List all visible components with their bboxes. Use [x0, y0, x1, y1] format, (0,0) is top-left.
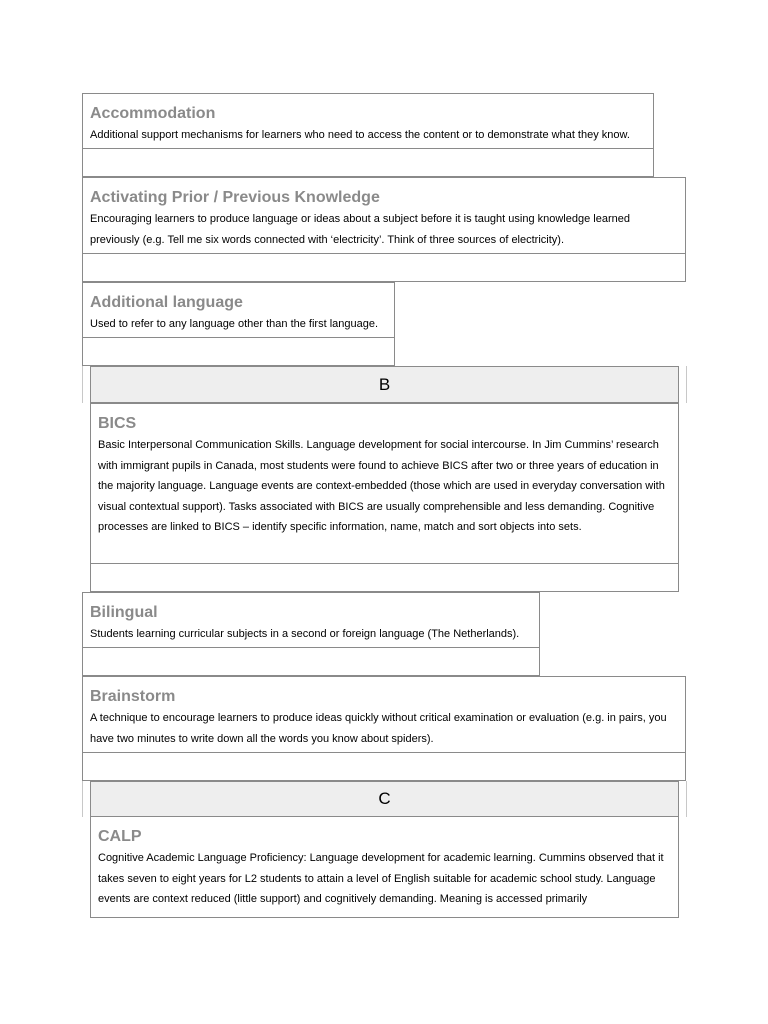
glossary-entry-bilingual: [82, 592, 540, 676]
entry-definition: Additional support mechanisms for learners who need to access the content or to demonstrate what they know.: [90, 129, 630, 141]
entry-term: Brainstorm: [90, 688, 176, 705]
glossary-entry-bics: [90, 403, 679, 592]
section-letter: B: [378, 375, 391, 394]
section-header-c: [90, 781, 679, 817]
entry-definition: A technique to encourage learners to produce ideas quickly without critical examination or evaluation (e.g. in pairs, you have two minutes to write down all the words you know about spiders).: [90, 712, 667, 745]
section-header-b: [90, 366, 679, 403]
entry-term: Bilingual: [90, 604, 158, 621]
entry-empty-row: [83, 148, 653, 176]
entry-empty-row: [83, 647, 539, 675]
entry-empty-row: [83, 752, 685, 780]
entry-definition: Students learning curricular subjects in a second or foreign language (The Netherlands).: [90, 628, 520, 640]
entry-term: BICS: [98, 415, 137, 432]
section-edge-c-left: [82, 781, 83, 817]
entry-term: Accommodation: [90, 105, 216, 122]
entry-empty-row: [91, 563, 678, 591]
entry-term: Additional language: [90, 294, 243, 311]
entry-definition: Basic Interpersonal Communication Skills. Language development for social intercourse. In Jim Cummins’ research with immigrant pupils in Canada, most students were found to achieve BICS after two or three years of education in the majority language. Language events are context-embedded (those which are used in everyday conversation with visual contextual support). Tasks associated with BICS are usually comprehensible and less demanding. Cognitive processes are linked to BICS – identify specific information, name, match and sort objects into sets.: [98, 439, 665, 533]
glossary-entry-calp: [90, 817, 679, 918]
entry-term: Activating Prior / Previous Knowledge: [90, 189, 380, 206]
section-edge-b-right: [686, 366, 687, 403]
entry-empty-row: [83, 337, 394, 365]
glossary-entry-brainstorm: [82, 676, 686, 781]
section-edge-b-left: [82, 366, 83, 403]
entry-definition: Encouraging learners to produce language or ideas about a subject before it is taught using knowledge learned previously (e.g. Tell me six words connected with ‘electricity’. Think of three sources of electricity).: [90, 213, 630, 246]
entry-definition: Used to refer to any language other than the first language.: [90, 318, 379, 330]
section-edge-c-right: [686, 781, 687, 817]
glossary-entry-activating-prior-knowledge: [82, 177, 686, 282]
section-letter: C: [378, 789, 391, 808]
entry-term: CALP: [98, 828, 142, 845]
glossary-entry-additional-language: [82, 282, 395, 366]
entry-definition: Cognitive Academic Language Proficiency: Language development for academic learning. Cummins observed that it takes seven to eight years for L2 students to attain a level of English suitable for academic school study. Language events are context reduced (little support) and cognitively demanding. Meaning is accessed primarily: [98, 852, 664, 905]
entry-empty-row: [83, 253, 685, 281]
glossary-entry-accommodation: [82, 93, 654, 177]
